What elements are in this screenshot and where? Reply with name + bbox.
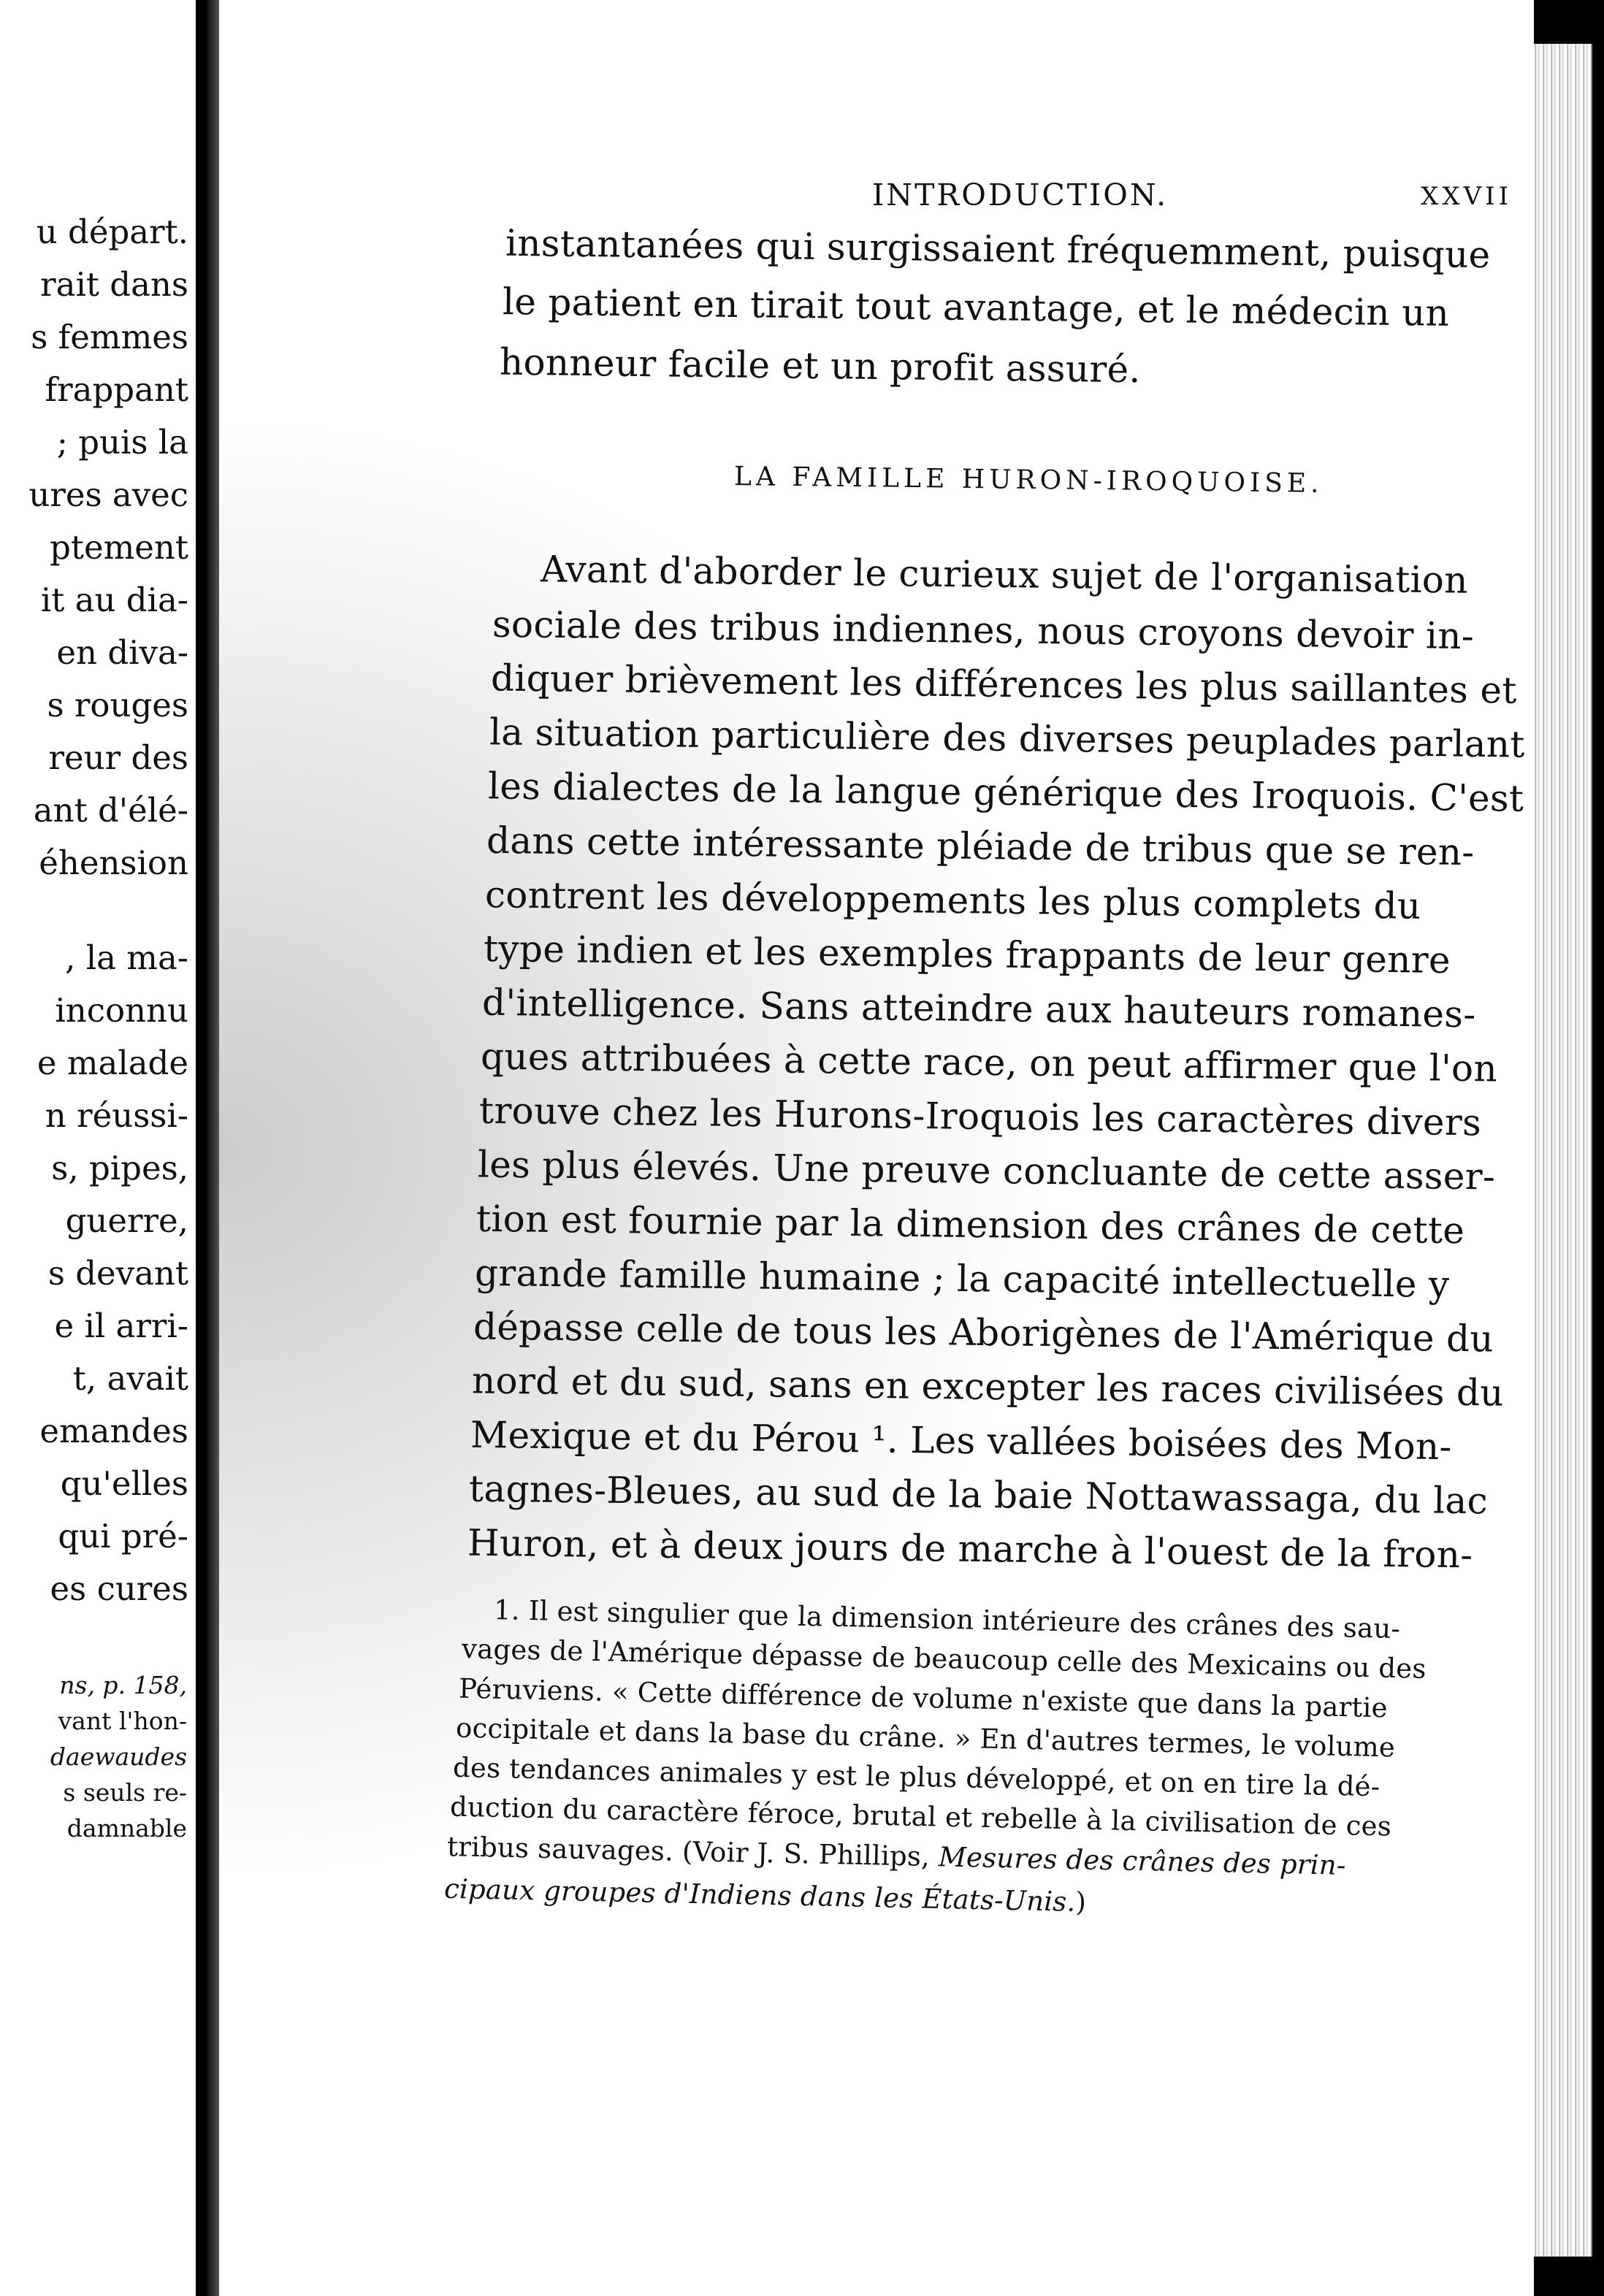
body-line: Huron, et à deux jours de marche à l'ouest de la fron-	[467, 1521, 1473, 1577]
page-header	[665, 177, 1512, 221]
left-line: reur des	[48, 738, 188, 777]
body-line: d'intelligence. Sans atteindre aux hauteurs romanes-	[481, 981, 1476, 1036]
left-page-text	[0, 206, 188, 1615]
left-line: , la ma-	[65, 938, 188, 977]
body-line: contrent les développements les plus complets du	[484, 873, 1421, 927]
right-page	[219, 0, 1534, 2296]
left-page-footnotes	[0, 1667, 187, 1846]
footnote-line: duction du caractère féroce, brutal et rebelle à la civilisation de ces	[449, 1791, 1392, 1842]
footnote-title: Mesures des crânes des prin-	[938, 1841, 1347, 1881]
left-note-line: damnable	[66, 1814, 187, 1842]
page-edge-stack	[1532, 44, 1592, 2257]
left-line: qu'elles	[60, 1464, 188, 1503]
body-line: nord et du sud, sans en excepter les races civilisées du	[471, 1359, 1505, 1415]
left-line: guerre,	[65, 1201, 188, 1240]
footnote-line: des tendances animales y est le plus développé, et on en tire la dé-	[452, 1751, 1380, 1803]
left-line: s femmes	[31, 318, 188, 356]
body-line: instantanées qui surgissaient fréquemment, puisque	[505, 221, 1491, 277]
footnote-line	[444, 1873, 1087, 1918]
left-line: en diva-	[56, 633, 188, 672]
body-line: honneur facile et un profit assuré.	[499, 340, 1141, 391]
body-line: grande famille humaine ; la capacité intellectuelle y	[474, 1251, 1450, 1306]
left-line: ures avec	[28, 475, 188, 514]
left-line: s devant	[47, 1254, 188, 1293]
left-line: s, pipes,	[51, 1149, 188, 1187]
body-line: diquer brièvement les différences les plus saillantes et	[490, 657, 1518, 712]
body-line: les plus élevés. Une preuve concluante de cette asser-	[477, 1143, 1496, 1198]
left-line: t, avait	[72, 1359, 188, 1398]
book-gutter	[196, 0, 219, 2296]
left-line: s rouges	[47, 686, 188, 724]
body-line: tagnes-Bleues, au sud de la baie Nottawassaga, du lac	[468, 1467, 1489, 1523]
body-line: Mexique et du Pérou ¹. Les vallées boisées des Mon-	[470, 1413, 1453, 1469]
left-line: rait dans	[40, 265, 188, 304]
left-line: qui pré-	[58, 1517, 188, 1555]
footnote-line: occipitale et dans la base du crâne. » En d'autres termes, le volume	[455, 1712, 1396, 1764]
left-line: it au dia-	[40, 581, 188, 619]
left-line: ; puis la	[56, 423, 188, 462]
left-line: es cures	[50, 1569, 188, 1608]
page-number: XXVII	[1421, 182, 1512, 211]
body-line: les dialectes de la langue générique des Iroquois. C'est	[487, 765, 1524, 820]
body-line: Avant d'aborder le curieux sujet de l'organisation	[540, 548, 1469, 602]
body-line: ques attribuées à cette race, on peut affirmer que l'on	[480, 1035, 1498, 1090]
footnote-line	[447, 1831, 1346, 1881]
left-line: ant d'élé-	[33, 791, 188, 830]
left-line: ptement	[50, 528, 188, 567]
body-line: trouve chez les Hurons-Iroquois les caractères divers	[478, 1089, 1482, 1144]
left-note-line: s seuls re-	[63, 1778, 187, 1807]
footnote-line: vages de l'Amérique dépasse de beaucoup celle des Mexicains ou des	[461, 1633, 1427, 1685]
left-line: n réussi-	[45, 1096, 188, 1135]
body-line: le patient en tirait tout avantage, et le médecin un	[502, 280, 1450, 334]
body-line: type indien et les exemples frappants de leur genre	[483, 927, 1451, 982]
left-note-line: vant l'hon-	[58, 1707, 187, 1735]
left-line: frappant	[45, 370, 188, 409]
left-line: e il arri-	[54, 1306, 188, 1345]
body-line: la situation particulière des diverses peuplades parlant	[489, 711, 1526, 766]
footnote-text: tribus sauvages. (Voir J. S. Phillips,	[446, 1831, 931, 1872]
left-line: e malade	[37, 1044, 188, 1082]
body-line: tion est fournie par la dimension des crânes de cette	[476, 1197, 1465, 1252]
body-line: dépasse celle de tous les Aborigènes de l'Amérique du	[473, 1305, 1494, 1361]
footnote-text: )	[1075, 1886, 1087, 1918]
footnote-title: cipaux groupes d'Indiens dans les États-Unis.	[443, 1872, 1076, 1918]
footnote-line: Péruviens. « Cette différence de volume n'existe que dans la partie	[458, 1672, 1389, 1724]
section-title: LA FAMILLE HURON-IROQUOISE.	[733, 462, 1324, 499]
left-facing-page	[0, 0, 196, 2296]
left-line: emandes	[39, 1412, 188, 1450]
footnote-line: 1. Il est singulier que la dimension intérieure des crânes des sau-	[493, 1594, 1401, 1645]
left-line: inconnu	[55, 991, 188, 1030]
left-note-line: daewaudes	[50, 1742, 187, 1771]
body-line: dans cette intéressante pléiade de tribus que se ren-	[486, 819, 1475, 874]
body-line: sociale des tribus indiennes, nous croyons devoir in-	[492, 602, 1475, 658]
left-line: éhension	[39, 843, 188, 882]
left-note-line: ns, p. 158,	[59, 1671, 187, 1699]
left-line: u départ.	[36, 213, 188, 251]
running-head: INTRODUCTION.	[872, 177, 1169, 213]
